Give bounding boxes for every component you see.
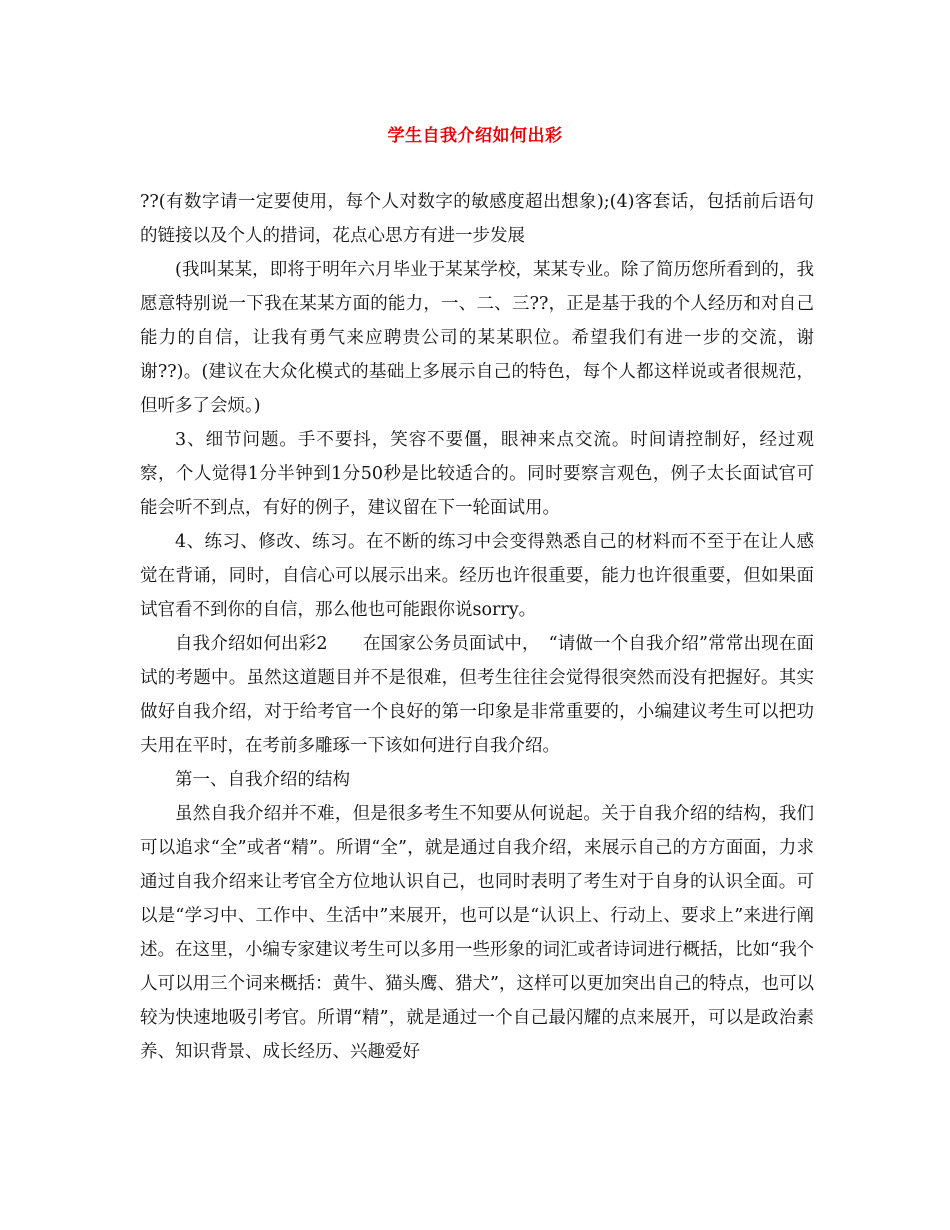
paragraph-heading-structure: 第一、自我介绍的结构	[175, 770, 350, 790]
document-body	[140, 185, 814, 1069]
paragraph-sample-intro: (我叫某某，即将于明年六月毕业于某某学校，某某专业。除了简历您所看到的，我愿意特别说一下我在某某方面的能力，一、二、三??，正是基于我的个人经历和对自己能力的自信，让我有勇气来应聘贵公司的某某职位。希望我们有进一步的交流，谢谢??)。(建议在大众化模式的基础上多展示自己的特色，每个人都这样说或者很规范，但听多了会烦。)	[140, 260, 814, 416]
paragraph-continuation: ??(有数字请一定要使用，每个人对数字的敏感度超出想象);(4)客套话，包括前后语句的链接以及个人的措词，花点心思方有进一步发展	[140, 192, 814, 246]
paragraph-structure-body: 虽然自我介绍并不难，但是很多考生不知要从何说起。关于自我介绍的结构，我们可以追求“全”或者“精”。所谓“全”，就是通过自我介绍，来展示自己的方方面面，力求通过自我介绍来让考官全方位地认识自己，也同时表明了考生对于自身的认识全面。可以是“学习中、工作中、生活中”来展开，也可以是“认识上、行动上、要求上”来进行阐述。在这里，小编专家建议考生可以多用一些形象的词汇或者诗词进行概括，比如“我个人可以用三个词来概括：黄牛、猫头鹰、猎犬”，这样可以更加突出自己的特点，也可以较为快速地吸引考官。所谓“精”，就是通过一个自己最闪耀的点来展开，可以是政治素养、知识背景、成长经历、兴趣爱好	[140, 804, 814, 1062]
paragraph-section-2: 自我介绍如何出彩2 在国家公务员面试中， “请做一个自我介绍”常常出现在面试的考题中。虽然这道题目并不是很难，但考生往往会觉得很突然而没有把握好。其实做好自我介绍，对于给考官一个良好的第一印象是非常重要的，小编建议考生可以把功夫用在平时，在考前多雕琢一下该如何进行自我介绍。	[140, 634, 814, 756]
document-title: 学生自我介绍如何出彩	[387, 126, 563, 146]
paragraph-practice: 4、练习、修改、练习。在不断的练习中会变得熟悉自己的材料而不至于在让人感觉在背诵，同时，自信心可以展示出来。经历也许很重要，能力也许很重要，但如果面试官看不到你的自信，那么他也可能跟你说sorry。	[140, 532, 814, 620]
paragraph-details: 3、细节问题。手不要抖，笑容不要僵，眼神来点交流。时间请控制好，经过观察，个人觉得1分半钟到1分50秒是比较适合的。同时要察言观色，例子太长面试官可能会听不到点，有好的例子，建议留在下一轮面试用。	[140, 430, 814, 518]
